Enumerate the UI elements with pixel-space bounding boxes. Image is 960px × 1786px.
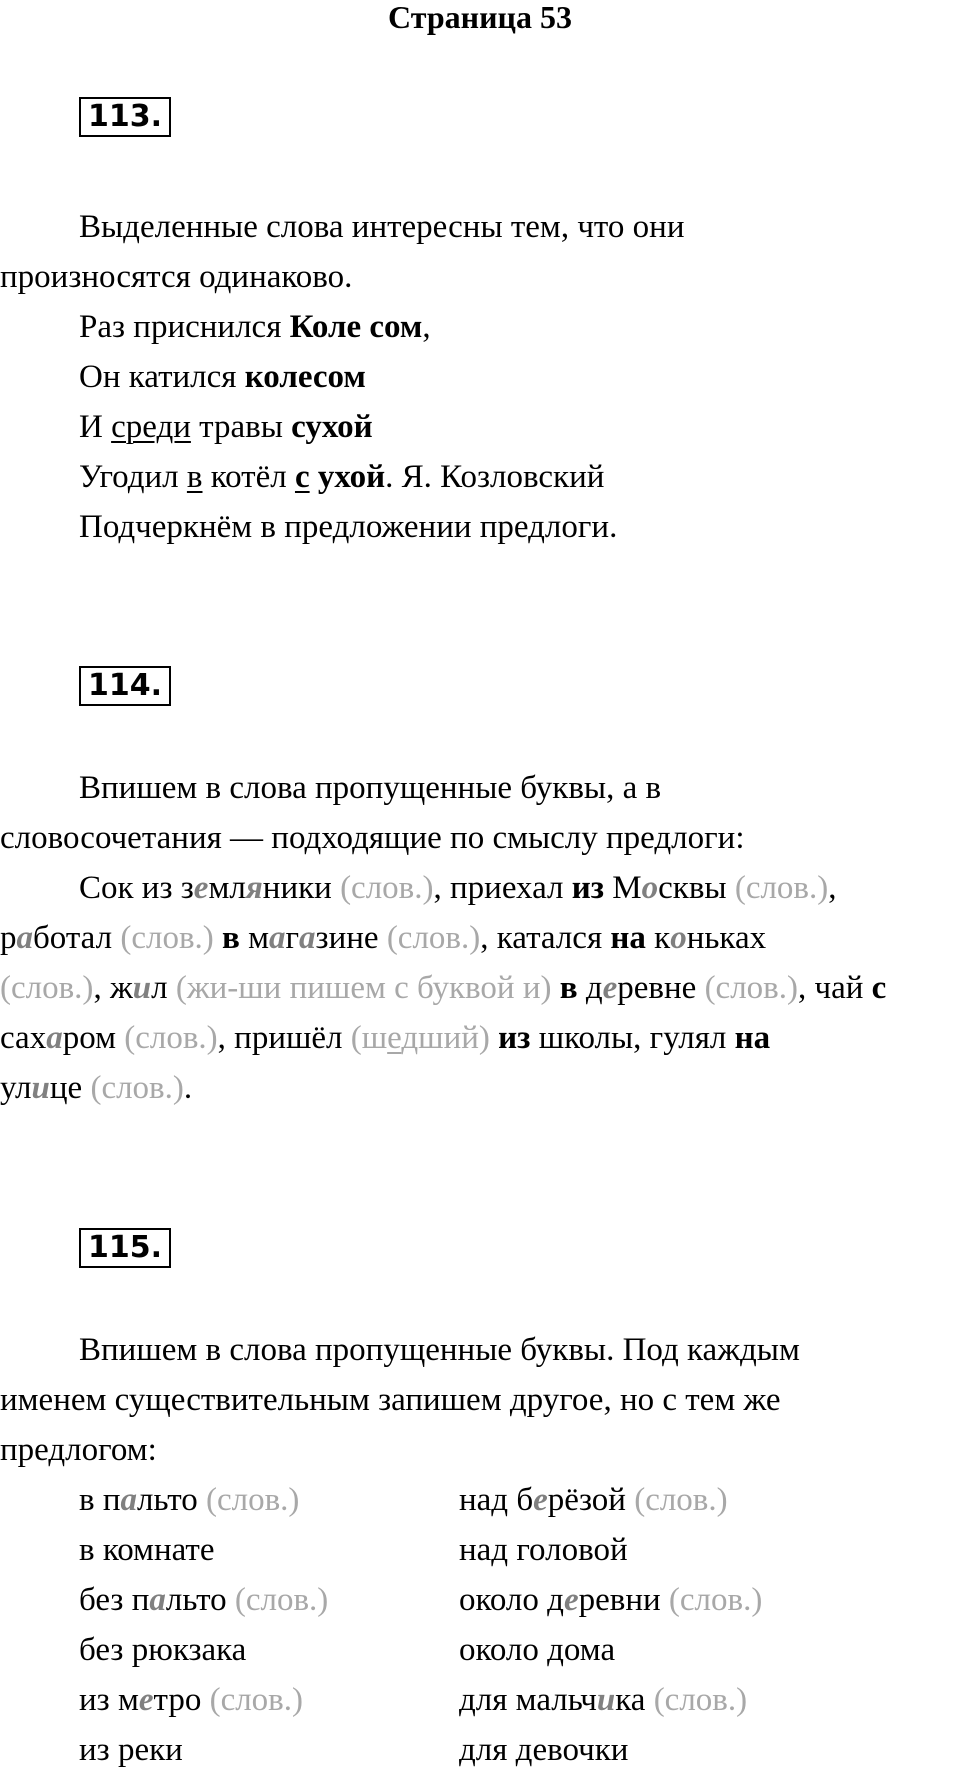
ex114-answer-line-2: работал (слов.) в магазине (слов.), катался на коньках (0, 920, 767, 956)
text: ка (615, 1682, 646, 1718)
text: для мальч (459, 1682, 597, 1718)
ex114-answer-line-4: сахаром (слов.), пришёл (шедший) из школы, гулял на (0, 1020, 771, 1056)
missing-letter: е (563, 1582, 579, 1618)
preposition: с (871, 970, 887, 1006)
dictionary-note: (слов.) (704, 970, 798, 1006)
right-word: для девочки (459, 1732, 629, 1768)
preposition: в (186, 459, 203, 495)
ex114-answer-line-1: Сок из земляники (слов.), приехал из Москвы (слов.), (79, 870, 837, 906)
ex113-text-line: Подчеркнём в предложении предлоги. (79, 509, 618, 545)
ex113-text-line: произносятся одинаково. (0, 259, 353, 295)
preposition: из (498, 1020, 531, 1056)
missing-letter: а (149, 1582, 166, 1618)
ex114-text-line: словосочетания — подходящие по смыслу предлоги: (0, 820, 745, 856)
dictionary-note: (слов.) (90, 1070, 184, 1106)
preposition: в (222, 920, 240, 956)
missing-letter: и (31, 1070, 50, 1106)
missing-letter: е (602, 970, 618, 1006)
missing-letter: е (138, 1682, 154, 1718)
dictionary-note: (слов.) (209, 1682, 304, 1718)
preposition: из (571, 870, 605, 906)
right-word (459, 1675, 747, 1725)
dictionary-note: (слов.) (734, 870, 829, 906)
text: тро (153, 1682, 202, 1718)
highlighted-word: колесом (244, 359, 366, 395)
preposition: на (610, 920, 646, 956)
dictionary-note: (слов.) (124, 1020, 218, 1056)
missing-letter: а (120, 1482, 137, 1518)
text: около д (459, 1582, 564, 1618)
dictionary-note: (слов.) (634, 1482, 728, 1518)
text: дший) (401, 1020, 490, 1056)
dictionary-note: (слов.) (120, 920, 214, 956)
preposition: с (294, 459, 310, 495)
rule-note: (жи-ши пишем с буквой и) (175, 970, 552, 1006)
text: льто (165, 1582, 227, 1618)
dictionary-note: (слов.) (234, 1582, 329, 1618)
ex114-answer-line-5: улице (слов.). (0, 1070, 193, 1106)
text: И (79, 409, 112, 445)
poem-line-1 (0, 302, 960, 352)
dictionary-note: (слов.) (0, 970, 94, 1006)
text: Он катился (79, 359, 245, 395)
poem-line-2 (0, 352, 960, 402)
preposition: в (559, 970, 578, 1006)
exercise-number-115: 115. (79, 1228, 171, 1268)
missing-letter: о (641, 870, 659, 906)
right-word: около дома (459, 1632, 616, 1668)
text: над б (459, 1482, 534, 1518)
preposition: на (734, 1020, 771, 1056)
dictionary-note: (слов.) (653, 1682, 748, 1718)
text: ревни (578, 1582, 661, 1618)
exercise-number-113: 113. (79, 97, 171, 137)
missing-letter: я (245, 870, 263, 906)
missing-letter: е (533, 1482, 548, 1518)
text: . Я. Козловский (385, 459, 605, 495)
text (310, 459, 318, 495)
dictionary-note: (слов.) (340, 870, 434, 906)
preposition: среди (111, 409, 191, 445)
poem-line-3 (0, 402, 960, 452)
left-word: без рюкзака (79, 1632, 247, 1668)
text: рёзой (547, 1482, 626, 1518)
text: льто (137, 1482, 198, 1518)
ex114-answer-line-3: (слов.), жил (жи-ши пишем с буквой и) в деревне (слов.), чай с (0, 970, 887, 1006)
missing-letter: о (670, 920, 687, 956)
check-word-note (351, 1020, 490, 1056)
missing-letter: е (193, 870, 209, 906)
ex115-text-line: предлогом: (0, 1432, 157, 1468)
right-word: над головой (459, 1532, 628, 1568)
highlighted-word: Коле сом (289, 309, 423, 345)
left-word (79, 1675, 303, 1725)
missing-letter: а (46, 1020, 63, 1056)
check-letter: е (387, 1020, 402, 1056)
left-word (79, 1575, 328, 1625)
missing-letter: а (269, 920, 286, 956)
right-word (459, 1475, 728, 1525)
text: в п (79, 1482, 121, 1518)
left-word (79, 1475, 299, 1525)
text: из м (79, 1682, 139, 1718)
missing-letter: а (16, 920, 33, 956)
ex114-text-line: Впишем в слова пропущенные буквы, а в (79, 770, 662, 806)
text: травы (190, 409, 292, 445)
ex115-text-line: Впишем в слова пропущенные буквы. Под каждым (79, 1332, 800, 1368)
dictionary-note: (слов.) (668, 1582, 763, 1618)
text: котёл (202, 459, 295, 495)
missing-letter: и (596, 1682, 616, 1718)
left-word: в комнате (79, 1532, 215, 1568)
exercise-number-114: 114. (79, 666, 171, 706)
page-title: Страница 53 (388, 0, 572, 35)
text: Раз приснился (79, 309, 290, 345)
missing-letter: и (132, 970, 152, 1006)
text: (ш (350, 1020, 388, 1056)
right-word (459, 1575, 762, 1625)
missing-letter: а (299, 920, 316, 956)
text: Угодил (79, 459, 187, 495)
ex113-text-line: Выделенные слова интересны тем, что они (79, 209, 685, 245)
left-word: из реки (79, 1732, 183, 1768)
highlighted-word: ухой (317, 459, 386, 495)
poem-line-4 (0, 452, 960, 502)
dictionary-note: (слов.) (206, 1482, 300, 1518)
text: , (422, 309, 431, 345)
ex115-text-line: именем существительным запишем другое, но с тем же (0, 1382, 781, 1418)
dictionary-note: (слов.) (386, 920, 481, 956)
text: без п (79, 1582, 150, 1618)
highlighted-word: сухой (291, 409, 373, 445)
